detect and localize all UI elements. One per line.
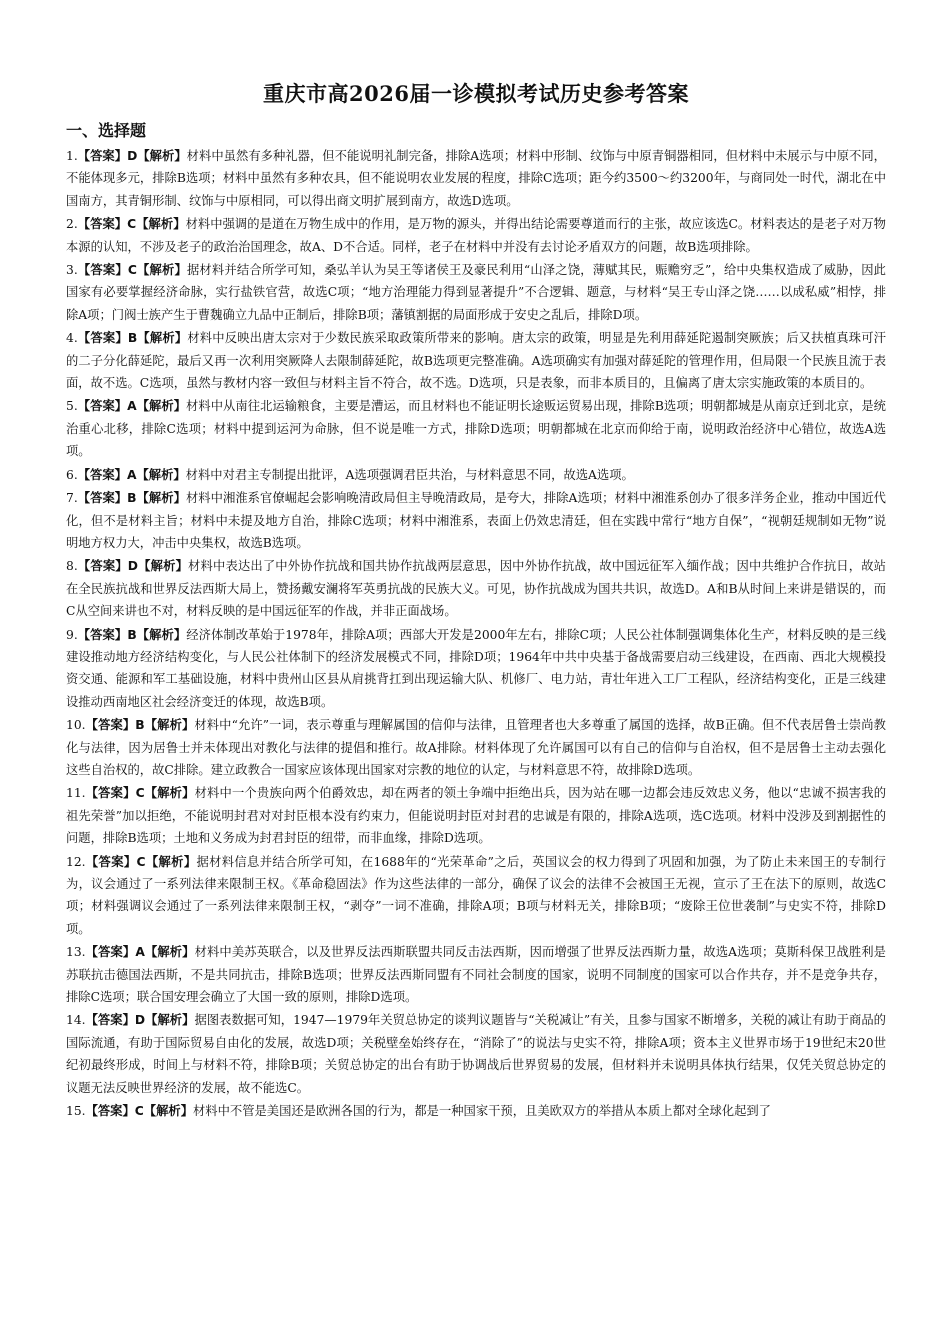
- answer-tag: 【答案】: [77, 149, 128, 163]
- answer-tag: 【答案】: [85, 945, 136, 960]
- question-number: 12.: [66, 854, 86, 869]
- answer-item: [66, 213, 886, 258]
- answer-tag: 【答案】: [77, 491, 128, 506]
- analysis-text: 材料中湘淮系官僚崛起会影响晚清政局但主导晚清政局，是夸大，排除A选项；材料中湘淮系创办了很多洋务企业，推动中国近代化，但不是材料主旨；材料中未提及地方自治，排除C选项；材料中湘淮系，表面上仍效忠清廷，但在实践中常行“地方自保”，“视朝廷规制如无物”说明地方权力大，冲击中央集权，故选B选项。: [66, 491, 886, 550]
- analysis-tag: 【解析】: [143, 1104, 193, 1119]
- analysis-text: 材料中从南往北运输粮食，主要是漕运，而且材料也不能证明长途贩运贸易出现，排除B选项；明朝都城是从南京迁到北京，是统治重心北移，排除C选项；材料中提到运河为命脉，但不说是唯一方式，排除D选项；明朝都城在北京而仰给于南，说明政治经济中心错位，故选A选项。: [66, 399, 886, 459]
- answer-item: [66, 1100, 886, 1122]
- answer-tag: 【答案】: [77, 399, 128, 414]
- analysis-text: 材料中强调的是道在万物生成中的作用，是万物的源头，并得出结论需要尊道而行的主张，故应该选C。材料表达的是老子对万物本源的认知，不涉及老子的政治治国理念，故A、D不合适。同样，老子在材料中并没有去讨论矛盾双方的问题，故B选项排除。: [66, 217, 886, 254]
- question-number: 3.: [66, 263, 78, 278]
- answer-tag: 【答案】: [85, 1104, 135, 1119]
- analysis-tag: 【解析】: [136, 263, 187, 278]
- answer-choice: B: [127, 627, 137, 642]
- analysis-tag: 【解析】: [145, 854, 197, 869]
- answer-item: [66, 851, 886, 941]
- question-number: 13.: [66, 945, 86, 960]
- answer-tag: 【答案】: [77, 559, 128, 574]
- answer-tag: 【答案】: [85, 718, 136, 733]
- answer-tag: 【答案】: [77, 331, 128, 346]
- analysis-text: 材料中虽然有多种礼器，但不能说明礼制完备，排除A选项；材料中形制、纹饰与中原青铜器相同，但材料中未展示与中原不同，不能体现多元，排除B选项；材料中虽然有多种农具，但不能说明农业发展的程度，排除C选项；距今约3500～约3200年，与商同处一时代，湖北在中国南方，其青铜形制、纹饰与中原相同，可以得出商文明扩展到南方，故选D选项。: [66, 149, 886, 208]
- answer-choice: A: [135, 945, 145, 960]
- analysis-tag: 【解析】: [138, 559, 189, 574]
- answer-choice: C: [127, 263, 137, 278]
- answer-choice: A: [126, 467, 137, 482]
- analysis-text: 材料中一个贵族向两个伯爵效忠，却在两者的领土争端中拒绝出兵，因为站在哪一边都会违反效忠义务，他以“忠诚不损害我的祖先荣誉”加以拒绝，不能说明封君对对封臣根本没有约束力，但能说明封臣对封君的忠诚是有限的，排除A选项，选C选项。材料中没涉及到割据性的问题，排除B选项；土地和义务成为封君封臣的纽带，而非血缘，排除D选项。: [66, 786, 886, 846]
- question-number: 9.: [66, 627, 78, 642]
- answer-item: [66, 259, 886, 326]
- analysis-text: 经济体制改革始于1978年，排除A项；西部大开发是2000年左右，排除C项；人民公社体制强调集体化生产，材料反映的是三线建设推动地方经济结构变化，与人民公社体制下的经济发展模式不同，排除D项；1964年中共中央基于备战需要启动三线建设，在西南、西北大规模投资交通、能源和军工基础设施，材料中贵州山区县从肩挑背扛到出现运输大队、机修厂、电力站，青壮年进入工厂工程队，经济结构变化，正是三线建设推动西南地区社会经济变迁的体现，故选B项。: [66, 627, 886, 709]
- answer-choice: A: [127, 399, 137, 414]
- analysis-tag: 【解析】: [137, 331, 188, 346]
- answer-item: [66, 624, 886, 714]
- analysis-text: 材料中不管是美国还是欧洲各国的行为，都是一种国家干预，且美欧双方的举措从本质上都对全球化起到了: [193, 1104, 771, 1119]
- answer-choice: C: [135, 786, 145, 801]
- answer-choice: C: [136, 854, 146, 869]
- analysis-text: 材料中美苏英联合，以及世界反法西斯联盟共同反击法西斯，因而增强了世界反法西斯力量，故选A选项；莫斯科保卫战胜利是苏联抗击德国法西斯，不是共同抗击，排除B选项；世界反法西斯同盟有不同社会制度的国家，说明不同制度的国家可以合作共存，并不是竞争共存，排除C选项；联合国安理会确立了大国一致的原则，排除D选项。: [66, 945, 886, 1005]
- analysis-tag: 【解析】: [136, 491, 186, 506]
- page-title: 重庆市高2026届一诊模拟考试历史参考答案: [263, 81, 689, 106]
- question-number: 11.: [66, 786, 86, 801]
- analysis-tag: 【解析】: [136, 627, 187, 642]
- analysis-text: 材料中对君主专制提出批评，A选项强调君臣共治，与材料意思不同，故选A选项。: [185, 467, 634, 482]
- answer-tag: 【答案】: [77, 263, 128, 278]
- answer-item: [66, 1009, 886, 1099]
- question-number: 6.: [66, 467, 78, 482]
- answer-item: [66, 487, 886, 554]
- analysis-tag: 【解析】: [145, 1013, 195, 1028]
- answer-choice: B: [135, 718, 145, 733]
- answer-tag: 【答案】: [85, 854, 137, 869]
- section-heading: 一、选择题: [66, 121, 147, 140]
- analysis-text: 材料中“允许”一词，表示尊重与理解属国的信仰与法律，且管理者也大多尊重了属国的选择，故B正确。但不代表居鲁士崇尚教化与法律，因为居鲁士并未体现出对教化与法律的提倡和推行。故A排除。材料体现了允许属国可以有自己的信仰与自治权，但不是居鲁士主动去强化这些自治权的，故C排除。建立政教合一国家应该体现出国家对宗教的地位的认定，与材料意思不符，故排除D选项。: [66, 718, 886, 777]
- analysis-text: 材料中表达出了中外协作抗战和国共协作抗战两层意思，因中外协作抗战，故中国远征军入缅作战；因中共维护合作抗日，故站在全民族抗战和世界反法西斯大局上，赞扬戴安澜将军英勇抗战的民族大义。可见，协作抗战成为国共共识，故选D。A和B从时间上来讲是错误的，而C从空间来讲也不对，材料反映的是中国远征军的作战，并非正面战场。: [66, 559, 886, 619]
- question-number: 7.: [66, 491, 78, 506]
- answer-tag: 【答案】: [77, 627, 128, 642]
- analysis-tag: 【解析】: [136, 217, 186, 232]
- answer-choice: D: [127, 559, 138, 574]
- analysis-tag: 【解析】: [144, 945, 195, 960]
- question-number: 14.: [66, 1013, 86, 1028]
- analysis-text: 据材料信息并结合所学可知，在1688年的“光荣革命”之后，英国议会的权力得到了巩固和加强，为了防止未来国王的专制行为，议会通过了一系列法律来限制王权。《革命稳固法》作为这些法律的一部分，确保了议会的法律不会被国王无视，宣示了王在法下的原则，故选C项；材料强调议会通过了一系列法律来限制王权，“剥夺”一词不准确，排除A项；B项与材料无关，排除B项；“废除王位世袭制”与史实不符，排除D项。: [66, 854, 886, 936]
- answer-item: [66, 941, 886, 1008]
- analysis-tag: 【解析】: [144, 718, 195, 733]
- answer-choice: C: [134, 1104, 144, 1119]
- answer-item: [66, 714, 886, 781]
- answer-choice: D: [134, 1013, 146, 1028]
- analysis-tag: 【解析】: [137, 149, 187, 163]
- answer-sheet: [66, 78, 886, 1123]
- analysis-tag: 【解析】: [144, 786, 195, 801]
- answer-item: [66, 395, 886, 462]
- question-number: 8.: [66, 559, 78, 574]
- analysis-text: 据图表数据可知，1947—1979年关贸总协定的谈判议题皆与“关税减让”有关，且参与国家不断增多，关税的减让有助于商品的国际流通，有助于国际贸易自由化的发展，故选D项；关税壁垒始终存在，“消除了”的说法与史实不符，排除A项；资本主义世界市场于19世纪末20世纪初最终形成，时间上与材料不符，排除B项；关贸总协定的出台有助于协调战后世界贸易的发展，但材料并未说明具体执行结果，仅凭关贸总协定的议题无法反映世界经济的发展，故不能选C。: [66, 1013, 886, 1095]
- question-number: 2.: [66, 217, 78, 232]
- analysis-tag: 【解析】: [136, 467, 186, 482]
- answer-tag: 【答案】: [77, 217, 128, 232]
- analysis-text: 据材料并结合所学可知，桑弘羊认为吴王等诸侯王及豪民利用“山泽之饶，薄赋其民，赈赡穷乏”，给中央集权造成了威胁，因此国家有必要掌握经济命脉，实行盐铁官营，故选C项；“地方治理能力得到显著提升”不合逻辑、题意，与材料“吴王专山泽之饶……以成私威”相悖，排除A项；门阀士族产生于曹魏确立九品中正制后，排除B项；藩镇割据的局面形成于安史之乱后，排除D项。: [66, 263, 886, 322]
- answer-item: [66, 327, 886, 394]
- answer-tag: 【答案】: [85, 786, 136, 801]
- answer-item: [66, 782, 886, 849]
- question-number: 5.: [66, 399, 78, 414]
- answer-item: [66, 464, 886, 486]
- analysis-text: 材料中反映出唐太宗对于少数民族采取政策所带来的影响。唐太宗的政策，明显是先利用薛延陀遏制突厥族；后又扶植真珠可汗的二子分化薛延陀，最后又再一次利用突厥降人去限制薛延陀，故B选项更完整准确。A选项确实有加强对薛延陀的管理作用，但局限一个民族且流于表面，故不选。C选项，虽然与教材内容一致但与材料主旨不符合，故不选。D选项，只是表象，而非本质目的，且偏离了唐太宗实施政策的本质目的。: [66, 331, 886, 391]
- answer-choice: D: [127, 149, 138, 163]
- answer-choice: B: [127, 491, 137, 506]
- question-number: 1.: [66, 149, 78, 163]
- analysis-tag: 【解析】: [136, 399, 187, 414]
- answer-choice: C: [127, 217, 137, 232]
- question-number: 10.: [66, 718, 86, 733]
- answer-item: [66, 555, 886, 622]
- question-number: 4.: [66, 331, 78, 346]
- answer-choice: B: [127, 331, 138, 346]
- answer-item: [66, 145, 886, 212]
- answer-list: [66, 145, 886, 1122]
- answer-tag: 【答案】: [85, 1013, 135, 1028]
- question-number: 15.: [66, 1104, 86, 1119]
- answer-tag: 【答案】: [77, 467, 127, 482]
